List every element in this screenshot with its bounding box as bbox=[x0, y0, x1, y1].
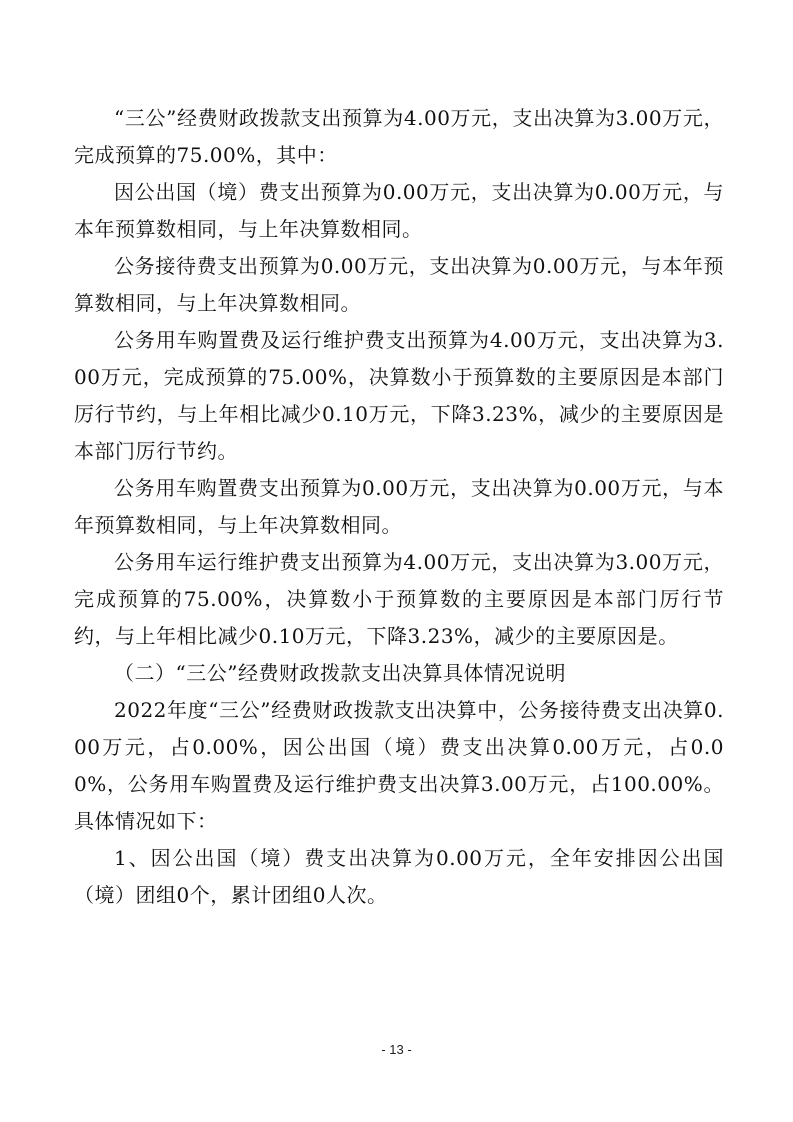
section-heading: （二）“三公”经费财政拨款支出决算具体情况说明 bbox=[114, 661, 566, 685]
paragraph-breakdown: 2022年度“三公”经费财政拨款支出决算中，公务接待费支出决算0.00万元，占0.00%，因公出国（境）费支出决算0.00万元，占0.00%，公务用车购置费及运行维护费支出决算3.00万元，占100.00%。具体情况如下： bbox=[74, 698, 724, 833]
paragraph-vehicle-total: 公务用车购置费及运行维护费支出预算为4.00万元，支出决算为3.00万元，完成预算的75.00%，决算数小于预算数的主要原因是本部门厉行节约，与上年相比减少0.10万元，下降3.23%，减少的主要原因是本部门厉行节约。 bbox=[74, 328, 724, 463]
paragraph-overseas: 因公出国（境）费支出预算为0.00万元，支出决算为0.00万元，与本年预算数相同，与上年决算数相同。 bbox=[74, 180, 724, 241]
page-number: - 13 - bbox=[381, 1042, 412, 1057]
paragraph-vehicle-maintenance: 公务用车运行维护费支出预算为4.00万元，支出决算为3.00万元，完成预算的75.00%，决算数小于预算数的主要原因是本部门厉行节约，与上年相比减少0.10万元，下降3.23%，减少的主要原因是。 bbox=[74, 550, 724, 648]
paragraph-reception: 公务接待费支出预算为0.00万元，支出决算为0.00万元，与本年预算数相同，与上年决算数相同。 bbox=[74, 254, 724, 315]
paragraph-overseas-detail: 1、因公出国（境）费支出决算为0.00万元，全年安排因公出国（境）团组0个，累计团组0人次。 bbox=[74, 846, 724, 907]
paragraph-summary: “三公”经费财政拨款支出预算为4.00万元，支出决算为3.00万元，完成预算的75.00%，其中： bbox=[74, 106, 724, 167]
paragraph-vehicle-purchase: 公务用车购置费支出预算为0.00万元，支出决算为0.00万元，与本年预算数相同，与上年决算数相同。 bbox=[74, 476, 724, 537]
document-body bbox=[74, 100, 724, 914]
